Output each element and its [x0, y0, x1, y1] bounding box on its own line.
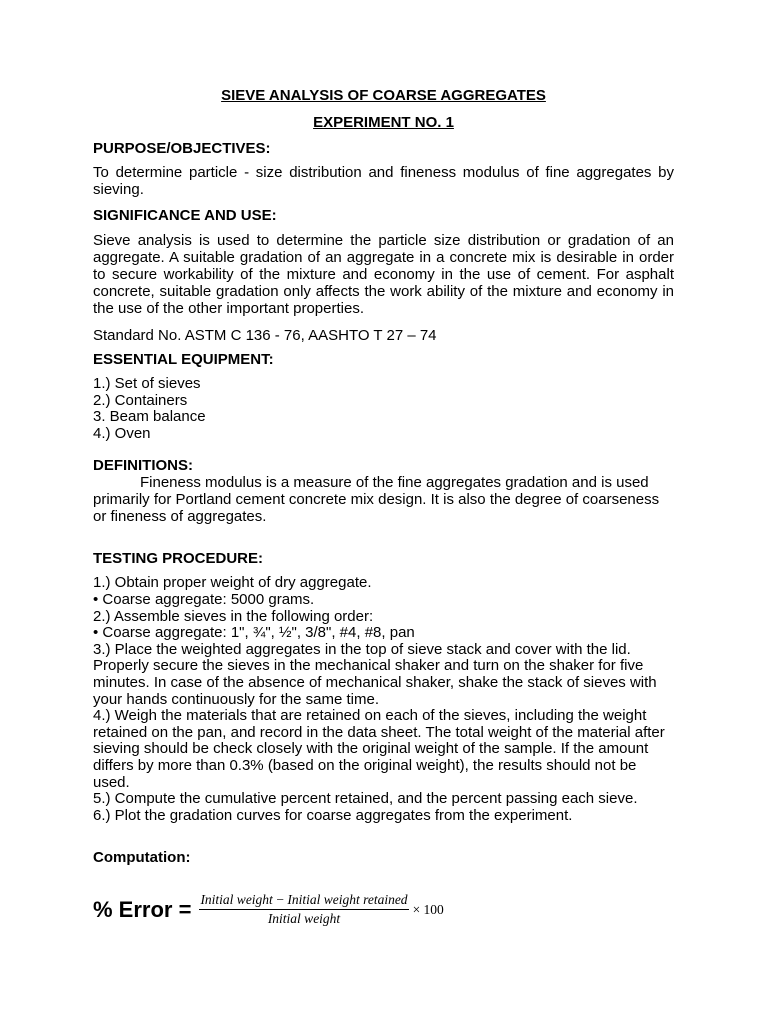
equipment-list: [93, 376, 674, 442]
procedure-step: • Coarse aggregate: 5000 grams.: [93, 590, 315, 608]
significance-heading: SIGNIFICANCE AND USE:: [93, 207, 277, 224]
procedure-step: • Coarse aggregate: 1", ¾", ½", 3/8", #4, #8, pan: [93, 624, 415, 642]
document-title: SIEVE ANALYSIS OF COARSE AGGREGATES: [221, 87, 546, 104]
procedure-list: [93, 575, 674, 824]
document-page: [93, 86, 674, 867]
standard-text: Standard No. ASTM C 136 - 76, AASHTO T 27 – 74: [93, 327, 437, 344]
equipment-heading: ESSENTIAL EQUIPMENT:: [93, 351, 274, 368]
significance-text: Sieve analysis is used to determine the particle size distribution or gradation of an aggregate. A suitable gradation of an aggregate in a concrete mix is desirable in order to secure workability of the mixture and economy in the use of cement. For asphalt concrete, suitable gradation only affects the work ability of the mixture and economy in the use of the other important properties.: [93, 232, 674, 317]
equipment-item: 1.) Set of sieves: [93, 375, 201, 392]
experiment-number: EXPERIMENT NO. 1: [313, 114, 454, 131]
formula-multiplier: × 100: [412, 901, 444, 917]
procedure-step: 6.) Plot the gradation curves for coarse aggregates from the experiment.: [93, 806, 573, 824]
percent-error-formula: [93, 892, 444, 927]
procedure-step: 3.) Place the weighted aggregates in the top of sieve stack and cover with the lid. Properly secure the sieves in the mechanical shaker and turn on the shaker for five minutes. In case of the absence of mechanical shaker, shake the stack of sieves with your hands continuously for the same time.: [93, 640, 657, 708]
formula-fraction: [199, 892, 408, 927]
formula-denominator: Initial weight: [267, 911, 341, 926]
equipment-item: 4.) Oven: [93, 424, 151, 442]
formula-numerator: Initial weight − Initial weight retained: [199, 892, 408, 910]
procedure-step: 2.) Assemble sieves in the following order:: [93, 607, 374, 625]
formula-label: % Error =: [93, 896, 192, 922]
definitions-heading: DEFINITIONS:: [93, 457, 193, 475]
procedure-step: 5.) Compute the cumulative percent retained, and the percent passing each sieve.: [93, 790, 638, 808]
procedure-step: 1.) Obtain proper weight of dry aggregate.: [93, 574, 372, 592]
purpose-text: To determine particle - size distribution and fineness modulus of fine aggregates by sieving.: [93, 164, 674, 198]
equipment-item: 3. Beam balance: [93, 408, 206, 426]
definitions-text: Fineness modulus is a measure of the fine aggregates gradation and is used primarily for Portland cement concrete mix design. It is also the degree of coarseness or fineness of aggregates.: [93, 474, 660, 526]
equipment-item: 2.) Containers: [93, 391, 188, 409]
procedure-step: 4.) Weigh the materials that are retained on each of the sieves, including the weight retained on the pan, and record in the data sheet. The total weight of the material after sieving should be check closely with the original weight of the sample. If the amount differs by more than 0.3% (based on the original weight), the results should not be used.: [93, 707, 665, 791]
purpose-heading: PURPOSE/OBJECTIVES:: [93, 140, 271, 157]
procedure-heading: TESTING PROCEDURE:: [93, 550, 264, 568]
computation-heading: Computation:: [93, 849, 191, 867]
